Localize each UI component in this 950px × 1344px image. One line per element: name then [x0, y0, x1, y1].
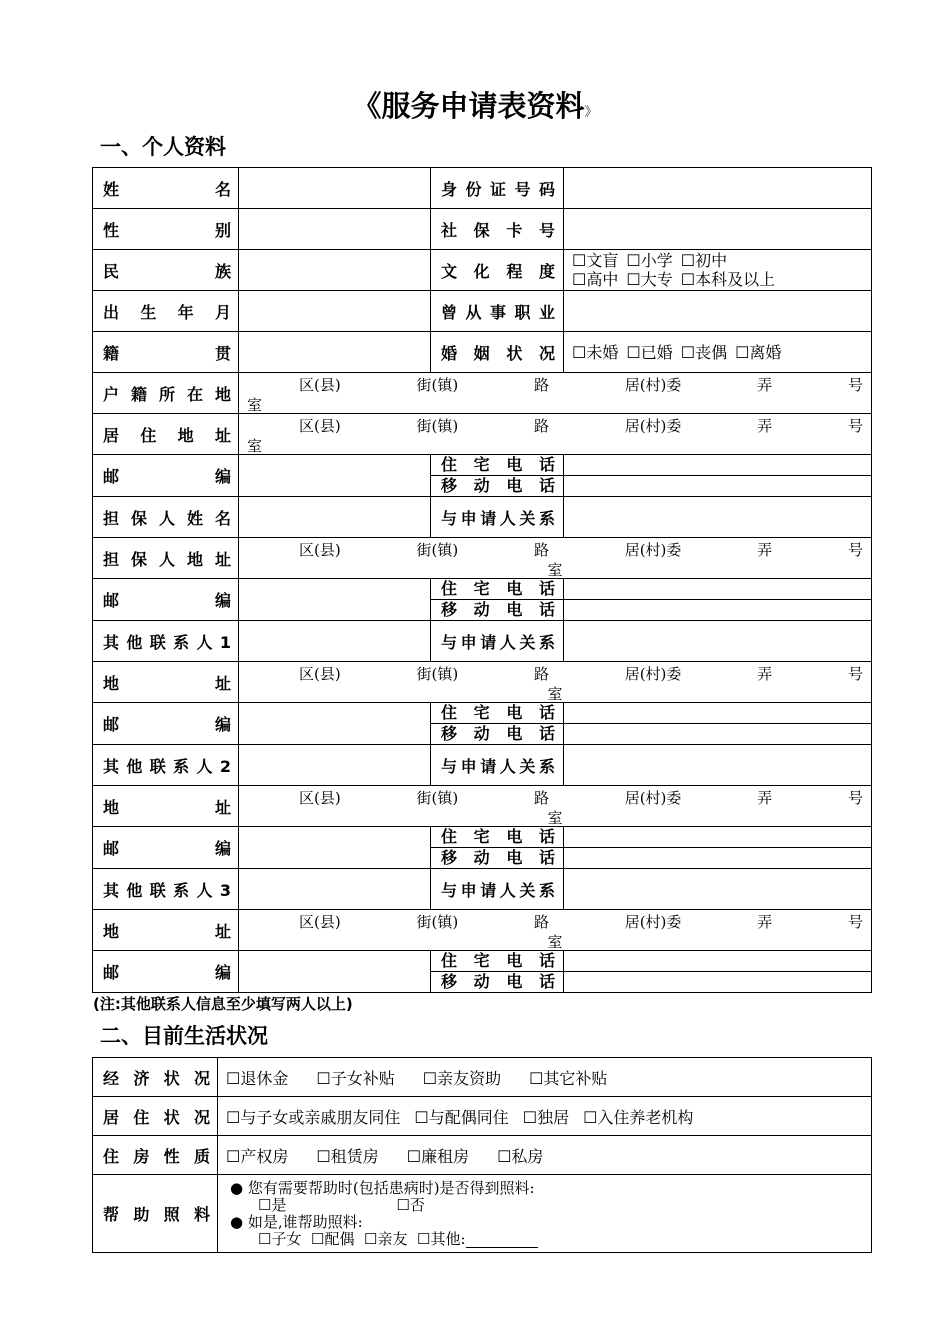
label-contact-2-address: 地址	[93, 786, 239, 827]
contact-3-field[interactable]	[239, 869, 431, 910]
label-postcode: 邮编	[93, 951, 239, 993]
district-label: 区(县)	[299, 789, 341, 807]
help-spouse-checkbox[interactable]: ☐配偶	[311, 1229, 355, 1248]
number-label: 号	[847, 789, 863, 807]
phone-fields	[564, 827, 872, 869]
education-illiterate-checkbox[interactable]: ☐文盲	[572, 251, 619, 270]
help-children-checkbox[interactable]: ☐子女	[258, 1229, 302, 1248]
label-economy: 经济状况	[93, 1058, 218, 1097]
room-label: 室	[547, 561, 563, 579]
district-label: 区(县)	[299, 417, 341, 435]
label-contact-1: 其他联系人1	[93, 621, 239, 662]
help-other-checkbox[interactable]: ☐其他:	[417, 1229, 466, 1248]
help-question-2: ● 如是,谁帮助照料:	[230, 1212, 363, 1231]
id-number-field[interactable]	[564, 168, 872, 209]
marital-options	[564, 332, 872, 373]
label-home-phone: 住宅电话	[431, 827, 563, 848]
label-gender: 性别	[93, 209, 239, 250]
native-place-field[interactable]	[239, 332, 431, 373]
household-address-field[interactable]	[239, 373, 872, 414]
mobile-phone-field[interactable]	[564, 724, 871, 744]
number-label: 号	[847, 376, 863, 394]
phone-labels	[431, 703, 564, 745]
label-postcode: 邮编	[93, 703, 239, 745]
occupation-field[interactable]	[564, 291, 872, 332]
label-education: 文化程度	[431, 250, 564, 291]
contact-3-address-field[interactable]	[239, 910, 872, 951]
help-relatives-checkbox[interactable]: ☐亲友	[364, 1229, 408, 1248]
label-guarantor-address: 担保人地址	[93, 538, 239, 579]
committee-label: 居(村)委	[624, 376, 682, 394]
education-junior-checkbox[interactable]: ☐初中	[680, 251, 728, 270]
room-label: 室	[247, 396, 263, 414]
committee-label: 居(村)委	[624, 541, 682, 559]
road-label: 路	[533, 417, 549, 435]
label-guarantor-name: 担保人姓名	[93, 497, 239, 538]
label-help-care: 帮助照料	[93, 1175, 218, 1253]
lane-label: 弄	[757, 665, 773, 683]
road-label: 路	[533, 789, 549, 807]
contact-2-field[interactable]	[239, 745, 431, 786]
birth-field[interactable]	[239, 291, 431, 332]
label-contact-2: 其他联系人2	[93, 745, 239, 786]
housing-private-checkbox[interactable]: ☐私房	[497, 1146, 544, 1166]
lane-label: 弄	[757, 417, 773, 435]
form-title-close: 》	[584, 105, 598, 120]
label-residence-address: 居住地址	[93, 414, 239, 455]
address-line	[299, 663, 863, 684]
road-label: 路	[533, 541, 549, 559]
street-label: 街(镇)	[416, 376, 459, 394]
number-label: 号	[847, 541, 863, 559]
home-phone-field[interactable]	[564, 455, 871, 476]
label-id-number: 身份证号码	[431, 168, 564, 209]
help-no-checkbox[interactable]: ☐否	[396, 1195, 425, 1214]
mobile-phone-field[interactable]	[564, 476, 871, 496]
section-personal-title: 一、个人资料	[100, 135, 226, 159]
phone-fields	[564, 703, 872, 745]
education-senior-checkbox[interactable]: ☐高中	[572, 270, 619, 289]
label-household-address: 户籍所在地	[93, 373, 239, 414]
form-title	[0, 84, 950, 125]
street-label: 街(镇)	[416, 417, 459, 435]
help-care-content	[218, 1175, 872, 1253]
residence-nursing-home-checkbox[interactable]: ☐入住养老机构	[583, 1107, 694, 1127]
contact-3-relation-field[interactable]	[564, 869, 872, 910]
label-native-place: 籍贯	[93, 332, 239, 373]
home-phone-field[interactable]	[564, 951, 871, 972]
address-line	[299, 911, 863, 932]
label-home-phone: 住宅电话	[431, 455, 563, 476]
marital-divorced-checkbox[interactable]: ☐离婚	[735, 342, 782, 362]
room-label: 室	[547, 933, 563, 951]
education-primary-checkbox[interactable]: ☐小学	[626, 251, 673, 270]
label-residence: 居住状况	[93, 1097, 218, 1136]
label-postcode: 邮编	[93, 827, 239, 869]
personal-info-table	[92, 167, 872, 993]
home-phone-field[interactable]	[564, 703, 871, 724]
education-college-checkbox[interactable]: ☐大专	[626, 270, 673, 289]
label-marital: 婚姻状况	[431, 332, 564, 373]
district-label: 区(县)	[299, 913, 341, 931]
road-label: 路	[533, 913, 549, 931]
home-phone-field[interactable]	[564, 827, 871, 848]
guarantor-address-field[interactable]	[239, 538, 872, 579]
help-who-row	[230, 1231, 871, 1248]
label-home-phone: 住宅电话	[431, 951, 563, 972]
help-other-blank[interactable]	[466, 1235, 538, 1248]
postcode-field[interactable]	[239, 827, 431, 869]
address-line	[299, 374, 863, 395]
lane-label: 弄	[757, 541, 773, 559]
street-label: 街(镇)	[416, 665, 459, 683]
guarantor-relation-field[interactable]	[564, 497, 872, 538]
label-birth: 出生年月	[93, 291, 239, 332]
guarantor-name-field[interactable]	[239, 497, 431, 538]
name-field[interactable]	[239, 168, 431, 209]
label-mobile-phone: 移动电话	[441, 848, 555, 867]
district-label: 区(县)	[299, 376, 341, 394]
phone-fields	[564, 455, 872, 497]
living-status-table	[92, 1057, 872, 1253]
economy-options	[218, 1058, 872, 1097]
label-contact-1-address: 地址	[93, 662, 239, 703]
label-contact-3: 其他联系人3	[93, 869, 239, 910]
mobile-phone-field[interactable]	[564, 972, 871, 992]
committee-label: 居(村)委	[624, 665, 682, 683]
contact-1-address-field[interactable]	[239, 662, 872, 703]
label-housing: 住房性质	[93, 1136, 218, 1175]
gender-field[interactable]	[239, 209, 431, 250]
residence-family-checkbox[interactable]: ☐与子女或亲戚朋友同住	[226, 1107, 401, 1127]
label-home-phone: 住宅电话	[431, 703, 563, 724]
label-contact-3-address: 地址	[93, 910, 239, 951]
housing-rented-checkbox[interactable]: ☐租赁房	[316, 1146, 379, 1166]
phone-fields	[564, 951, 872, 993]
help-yes-no-row	[230, 1197, 871, 1214]
street-label: 街(镇)	[416, 541, 459, 559]
label-mobile-phone: 移动电话	[441, 972, 555, 991]
postcode-field[interactable]	[239, 579, 431, 621]
committee-label: 居(村)委	[624, 913, 682, 931]
residence-options	[218, 1097, 872, 1136]
housing-options	[218, 1136, 872, 1175]
phone-fields	[564, 579, 872, 621]
lane-label: 弄	[757, 913, 773, 931]
label-ethnicity: 民族	[93, 250, 239, 291]
label-social-card: 社保卡号	[431, 209, 564, 250]
ethnicity-field[interactable]	[239, 250, 431, 291]
economy-children-checkbox[interactable]: ☐子女补贴	[316, 1068, 395, 1088]
address-line	[299, 415, 863, 436]
district-label: 区(县)	[299, 541, 341, 559]
label-name: 姓名	[93, 168, 239, 209]
number-label: 号	[847, 913, 863, 931]
marital-widowed-checkbox[interactable]: ☐丧偶	[680, 342, 728, 362]
housing-owned-checkbox[interactable]: ☐产权房	[226, 1146, 289, 1166]
lane-label: 弄	[757, 789, 773, 807]
room-label: 室	[247, 437, 263, 455]
label-contact-2-relation: 与申请人关系	[431, 745, 564, 786]
number-label: 号	[847, 665, 863, 683]
mobile-phone-field[interactable]	[564, 848, 871, 868]
economy-other-checkbox[interactable]: ☐其它补贴	[529, 1068, 608, 1088]
label-home-phone: 住宅电话	[431, 579, 563, 600]
lane-label: 弄	[757, 376, 773, 394]
residence-address-field[interactable]	[239, 414, 872, 455]
label-guarantor-relation: 与申请人关系	[431, 497, 564, 538]
address-line	[299, 787, 863, 808]
contacts-note: (注:其他联系人信息至少填写两人以上)	[93, 995, 353, 1013]
label-mobile-phone: 移动电话	[441, 476, 555, 495]
street-label: 街(镇)	[416, 789, 459, 807]
contact-1-field[interactable]	[239, 621, 431, 662]
committee-label: 居(村)委	[624, 417, 682, 435]
room-label: 室	[547, 685, 563, 703]
street-label: 街(镇)	[416, 913, 459, 931]
road-label: 路	[533, 665, 549, 683]
phone-labels	[431, 951, 564, 993]
social-card-field[interactable]	[564, 209, 872, 250]
contact-2-address-field[interactable]	[239, 786, 872, 827]
road-label: 路	[533, 376, 549, 394]
label-contact-1-relation: 与申请人关系	[431, 621, 564, 662]
label-mobile-phone: 移动电话	[441, 724, 555, 743]
label-postcode: 邮编	[93, 455, 239, 497]
education-options	[564, 250, 872, 291]
contact-1-relation-field[interactable]	[564, 621, 872, 662]
district-label: 区(县)	[299, 665, 341, 683]
label-postcode: 邮编	[93, 579, 239, 621]
education-bachelor-checkbox[interactable]: ☐本科及以上	[680, 270, 776, 289]
postcode-field[interactable]	[239, 703, 431, 745]
economy-relatives-checkbox[interactable]: ☐亲友资助	[422, 1068, 502, 1088]
marital-married-checkbox[interactable]: ☐已婚	[626, 342, 673, 362]
label-contact-3-relation: 与申请人关系	[431, 869, 564, 910]
mobile-phone-field[interactable]	[564, 600, 871, 620]
room-label: 室	[547, 809, 563, 827]
home-phone-field[interactable]	[564, 579, 871, 600]
economy-pension-checkbox[interactable]: ☐退休金	[226, 1068, 289, 1088]
phone-labels	[431, 827, 564, 869]
residence-alone-checkbox[interactable]: ☐独居	[522, 1107, 570, 1127]
marital-single-checkbox[interactable]: ☐未婚	[572, 342, 619, 362]
section-living-title: 二、目前生活状况	[100, 1024, 268, 1048]
phone-labels	[431, 455, 564, 497]
committee-label: 居(村)委	[624, 789, 682, 807]
phone-labels	[431, 579, 564, 621]
postcode-field[interactable]	[239, 455, 431, 497]
label-occupation: 曾从事职业	[431, 291, 564, 332]
number-label: 号	[847, 417, 863, 435]
help-yes-checkbox[interactable]: ☐是	[258, 1195, 287, 1214]
help-question-1: ● 您有需要帮助时(包括患病时)是否得到照料:	[230, 1178, 535, 1197]
contact-2-relation-field[interactable]	[564, 745, 872, 786]
label-mobile-phone: 移动电话	[441, 600, 555, 619]
address-line	[299, 539, 863, 560]
residence-spouse-checkbox[interactable]: ☐与配偶同住	[414, 1107, 509, 1127]
form-title-text: 《服务申请表资料	[352, 89, 585, 123]
housing-lowrent-checkbox[interactable]: ☐廉租房	[406, 1146, 470, 1166]
postcode-field[interactable]	[239, 951, 431, 993]
